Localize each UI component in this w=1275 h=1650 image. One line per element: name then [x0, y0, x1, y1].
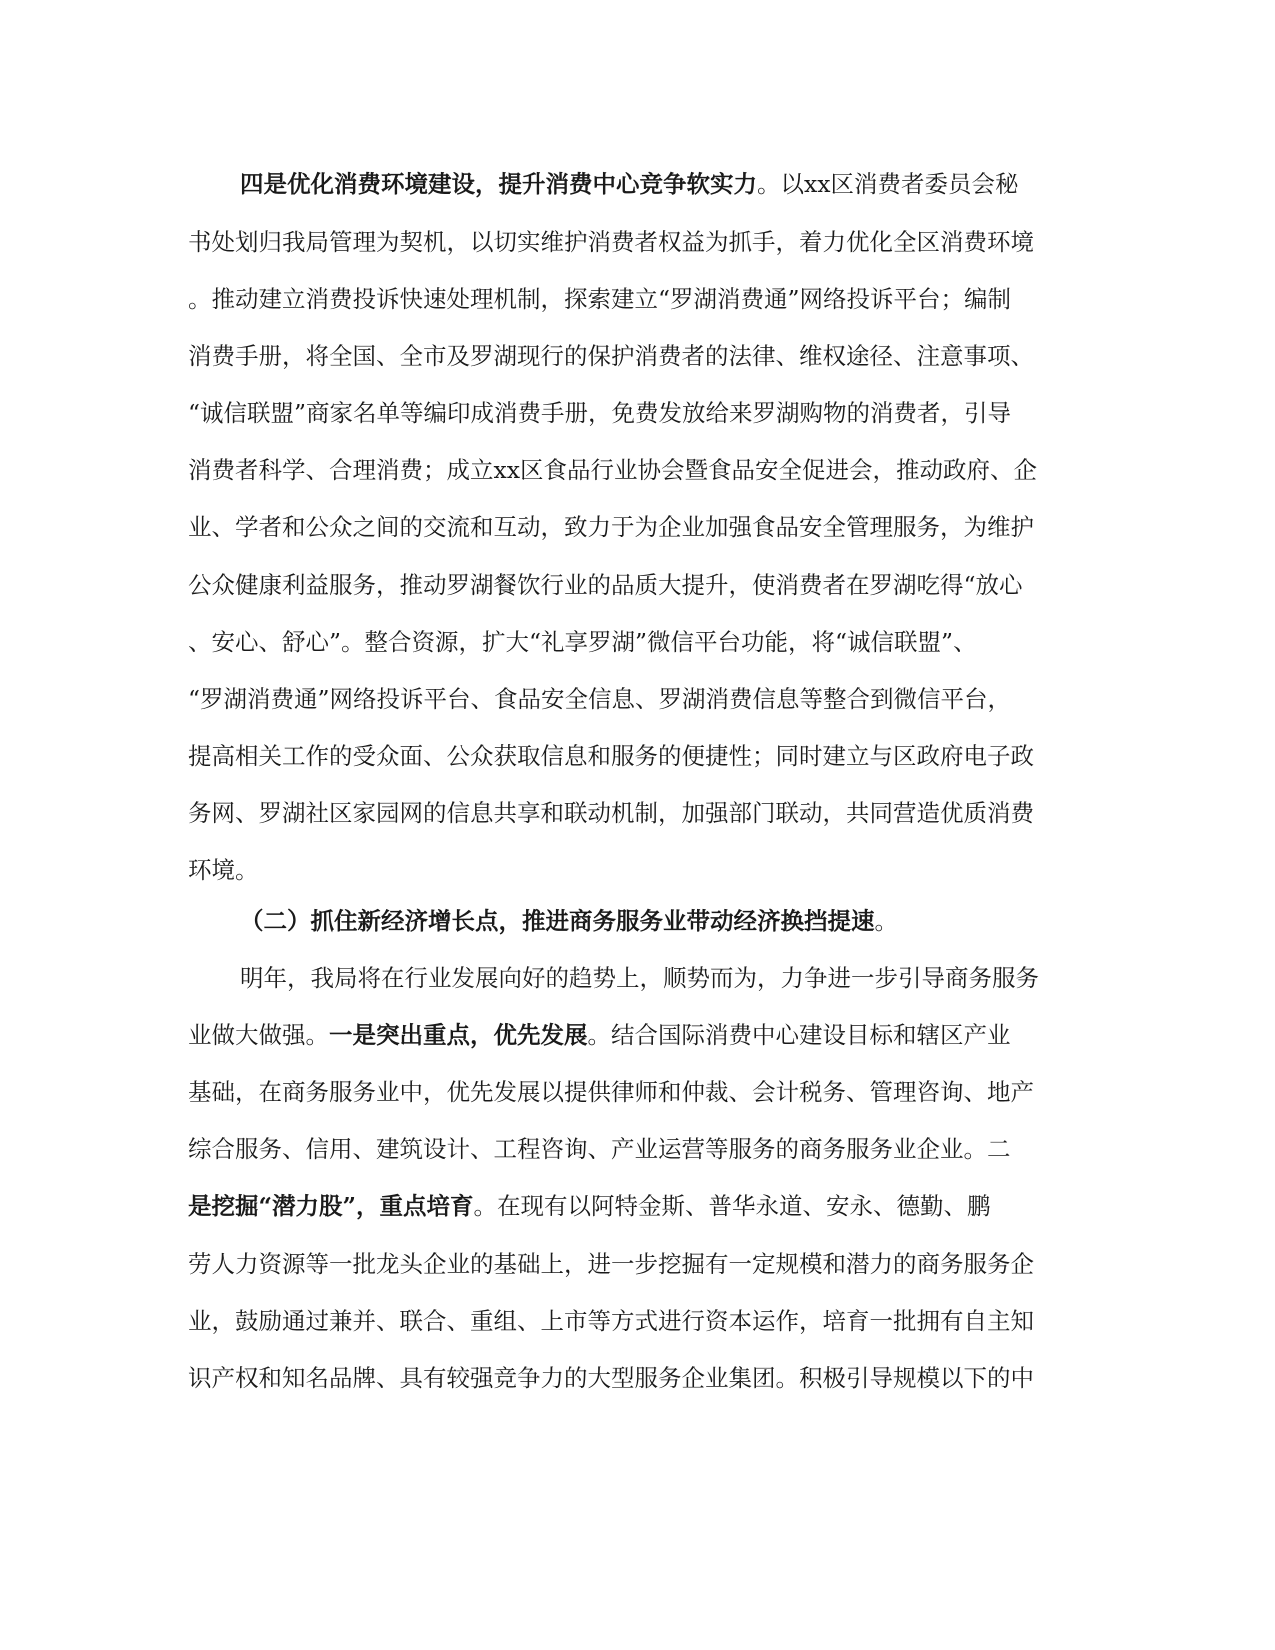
paragraph-line: 劳人力资源等一批龙头企业的基础上，进一步挖掘有一定规模和潜力的商务服务企	[188, 1250, 1034, 1278]
paragraph-line	[240, 164, 1088, 204]
paragraph-line: 。推动建立消费投诉快速处理机制，探索建立“罗湖消费通”网络投诉平台；编制	[188, 285, 1012, 313]
paragraph-line: 业、学者和公众之间的交流和互动，致力于为企业加强食品安全管理服务，为维护	[188, 513, 1034, 541]
paragraph-line: 识产权和知名品牌、具有较强竞争力的大型服务企业集团。积极引导规模以下的中	[188, 1364, 1034, 1392]
paragraph-line: 环境。	[188, 856, 259, 884]
paragraph-text: 。以xx区消费者委员会秘	[757, 170, 1019, 198]
paragraph-line: 基础，在商务服务业中，优先发展以提供律师和仲裁、会计税务、管理咨询、地产	[188, 1078, 1034, 1106]
paragraph-line: 务网、罗湖社区家园网的信息共享和联动机制，加强部门联动，共同营造优质消费	[188, 799, 1034, 827]
paragraph-line	[188, 1015, 1088, 1055]
emphasis-text: 是挖掘“潜力股”，重点培育	[188, 1192, 474, 1220]
emphasis-text: 一是突出重点，优先发展	[329, 1021, 588, 1049]
paragraph-line: “诚信联盟”商家名单等编印成消费手册，免费发放给来罗湖购物的消费者，引导	[188, 399, 1012, 427]
paragraph-line: 书处划归我局管理为契机，以切实维护消费者权益为抓手，着力优化全区消费环境	[188, 228, 1034, 256]
paragraph-line: 业，鼓励通过兼并、联合、重组、上市等方式进行资本运作，培育一批拥有自主知	[188, 1307, 1034, 1335]
section-heading-bold: （二）抓住新经济增长点，推进商务服务业带动经济换挡提速	[240, 907, 875, 935]
paragraph-text: 。结合国际消费中心建设目标和辖区产业	[587, 1021, 1011, 1049]
paragraph-text: 。在现有以阿特金斯、普华永道、安永、德勤、鹏	[473, 1192, 991, 1220]
paragraph-line: 公众健康利益服务，推动罗湖餐饮行业的品质大提升，使消费者在罗湖吃得“放心	[188, 571, 1023, 599]
paragraph-line	[188, 1186, 1088, 1226]
paragraph-line: 明年，我局将在行业发展向好的趋势上，顺势而为，力争进一步引导商务服务	[240, 964, 1039, 992]
paragraph-line: 综合服务、信用、建筑设计、工程咨询、产业运营等服务的商务服务业企业。二	[188, 1135, 1011, 1163]
section-heading	[240, 901, 1088, 941]
paragraph-line: “罗湖消费通”网络投诉平台、食品安全信息、罗湖消费信息等整合到微信平台，	[188, 685, 1012, 713]
paragraph-line: 消费手册，将全国、全市及罗湖现行的保护消费者的法律、维权途径、注意事项、	[188, 342, 1034, 370]
paragraph-text: 业做大做强。	[188, 1021, 329, 1049]
paragraph-line: 提高相关工作的受众面、公众获取信息和服务的便捷性；同时建立与区政府电子政	[188, 742, 1034, 770]
paragraph-heading: 四是优化消费环境建设，提升消费中心竞争软实力	[240, 170, 757, 198]
paragraph-line: 消费者科学、合理消费；成立xx区食品行业协会暨食品安全促进会，推动政府、企	[188, 456, 1038, 484]
paragraph-line: 、安心、舒心”。整合资源，扩大“礼享罗湖”微信平台功能，将“诚信联盟”、	[188, 628, 977, 656]
section-heading-tail: 。	[874, 907, 898, 935]
